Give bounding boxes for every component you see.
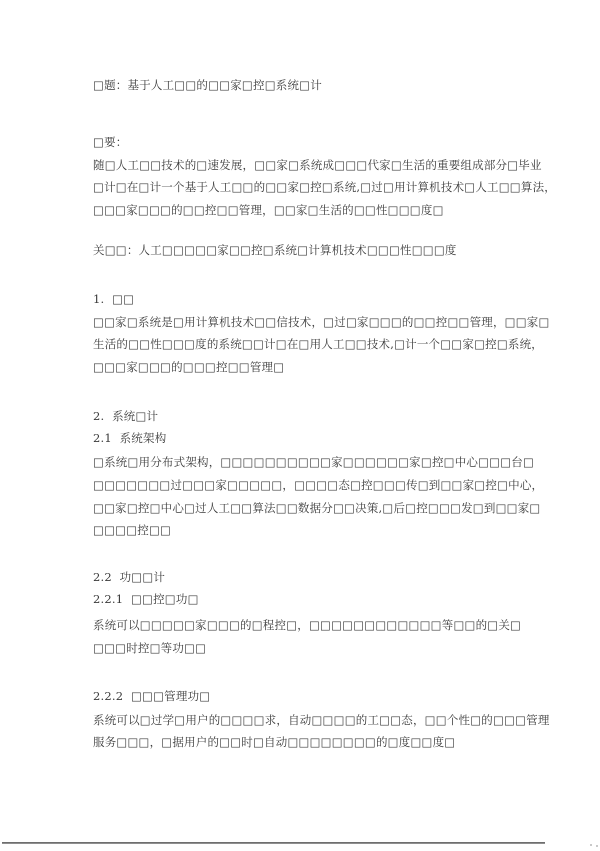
paragraph-line: □□□□□□□过□□□家□□□□□，□□□□态□控□□□传□到□□家□控□中心，	[93, 478, 544, 492]
section-2-heading: 2. 系统□计	[93, 409, 159, 423]
document-title: □题：基于人工□□的□□家□控□系统□计	[93, 78, 322, 92]
faint-mark	[590, 844, 592, 846]
abstract-line: □□□家□□□的□□控□□管理，□□家□生活的□□性□□□度□	[93, 203, 444, 217]
paragraph-line: 服务□□□，□据用户的□□时□自动□□□□□□□□的□度□□度□	[93, 735, 456, 749]
paragraph-line: □系统□用分布式架构，□□□□□□□□□□家□□□□□□家□控□中心□□□台□	[93, 455, 535, 469]
paragraph-line: □□□时控□等功□□	[93, 641, 207, 655]
paragraph-line: □□家□系统是□用计算机技术□□信技术，□过□家□□□的□□控□□管理，□□家□	[93, 315, 550, 329]
abstract-line: 随□人工□□技术的□速发展，□□家□系统成□□□代家□生活的重要组成部分□毕业	[93, 158, 542, 172]
section-2-2-heading: 2.2 功□□计	[93, 570, 166, 584]
section-2-2-1-heading: 2.2.1 □□控□功□	[93, 592, 199, 606]
abstract-heading: □要：	[93, 135, 128, 149]
page-bottom-rule	[2, 842, 545, 844]
section-2-2-2-heading: 2.2.2 □□□管理功□	[93, 689, 211, 703]
paragraph-line: 生活的□□性□□□度的系统□□计□在□用人工□□技术,□计一个□□家□控□系统，	[93, 337, 544, 351]
section-2-1-heading: 2.1 系统架构	[93, 431, 167, 445]
paragraph-line: □□家□控□中心□过人工□□算法□□数据分□□决策,□后□控□□□发□到□□家□	[93, 501, 541, 515]
paragraph-line: □□□□控□□	[93, 523, 172, 537]
section-1-heading: 1. □□	[93, 292, 135, 306]
paragraph-line: □□□家□□□的□□□控□□管理□	[93, 360, 285, 374]
faint-mark	[596, 845, 598, 847]
paragraph-line: 系统可以□过学□用户的□□□□求，自动□□□□的工□□态，□□个性□的□□□管理	[93, 713, 550, 727]
abstract-line: □计□在□计一个基于人工□□的□□家□控□系统,□过□用计算机技术□人工□□算法，	[93, 180, 556, 194]
keywords-line: 关□□：人工□□□□□家□□控□系统□计算机技术□□□性□□□度	[93, 243, 457, 257]
paragraph-line: 系统可以□□□□□家□□□的□程控□，□□□□□□□□□□□□等□□的□关□	[93, 618, 522, 632]
